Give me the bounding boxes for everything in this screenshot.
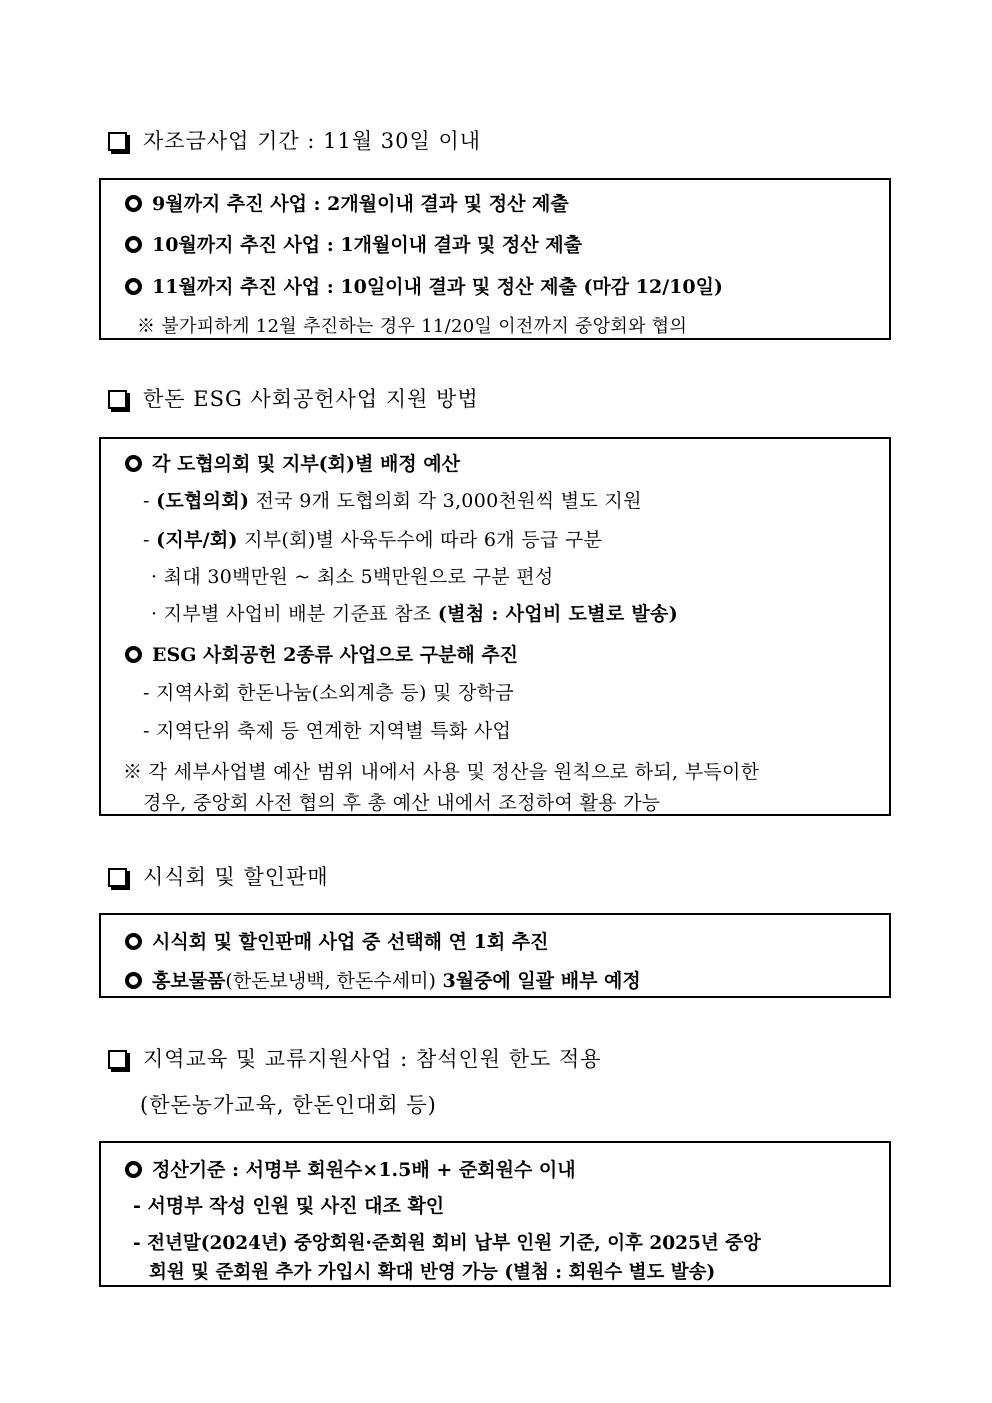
bullet-item (125, 232, 582, 258)
circle-bullet-icon (125, 646, 142, 663)
info-box-period (99, 178, 891, 340)
section-heading-esg (108, 385, 479, 413)
note-text: ※ 각 세부사업별 예산 범위 내에서 사용 및 정산을 원칙으로 하되, 부득이한 (123, 761, 760, 783)
item-detail: (한돈보냉백, 한돈수세미) (225, 970, 436, 992)
section-subheading: (한돈농가교육, 한돈인대회 등) (140, 1093, 437, 1117)
bullet-item (125, 274, 723, 300)
section-heading-self-aid-period (108, 127, 481, 155)
bullet-item (125, 1157, 576, 1183)
sub-item: - (도협의회) 전국 9개 도협의회 각 3,000천원씩 별도 지원 (143, 490, 642, 512)
info-box-education (99, 1141, 891, 1287)
attachment-note: (별첨 : 사업비 도별로 발송) (437, 603, 678, 625)
section-heading-tasting (108, 863, 329, 891)
item-text: 9월까지 추진 사업 : 2개월이내 결과 및 정산 제출 (152, 193, 569, 215)
bullet-item (125, 929, 549, 955)
info-box-esg (99, 437, 891, 816)
item-text: 각 도협의회 및 지부(회)별 배정 예산 (152, 453, 461, 475)
circle-bullet-icon (125, 933, 142, 950)
checkbox-square-icon (108, 390, 127, 409)
circle-bullet-icon (125, 1161, 142, 1178)
checkbox-square-icon (108, 868, 127, 887)
dot-item-text: · 지부별 사업비 배분 기준표 참조 (151, 603, 438, 625)
circle-bullet-icon (125, 195, 142, 212)
circle-bullet-icon (125, 455, 142, 472)
heading-text: 지역교육 및 교류지원사업 : 참석인원 한도 적용 (143, 1047, 602, 1071)
sub-item: - 전년말(2024년) 중앙회원·준회원 회비 납부 인원 기준, 이후 2025년 중앙 (133, 1233, 761, 1254)
sub-item-text: 전국 9개 도협의회 각 3,000천원씩 별도 지원 (249, 490, 642, 512)
dot-item (151, 601, 678, 627)
sub-item: - 지역단위 축제 등 연계한 지역별 특화 사업 (143, 720, 512, 742)
note-text: ※ 불가피하게 12월 추진하는 경우 11/20일 이전까지 중앙회와 협의 (137, 316, 688, 337)
item-text: ESG 사회공헌 2종류 사업으로 구분해 추진 (152, 644, 519, 666)
sub-item: - 지역사회 한돈나눔(소외계층 등) 및 장학금 (143, 682, 514, 704)
heading-text: 한돈 ESG 사회공헌사업 지원 방법 (143, 387, 479, 411)
circle-bullet-icon (125, 236, 142, 253)
sub-item-text: 지부(회)별 사육두수에 따라 6개 등급 구분 (237, 529, 603, 551)
bullet-item (125, 968, 641, 994)
heading-text: 자조금사업 기간 : 11월 30일 이내 (143, 129, 482, 153)
checkbox-square-icon (108, 1050, 127, 1069)
circle-bullet-icon (125, 972, 142, 989)
item-text: 시식회 및 할인판매 사업 중 선택해 연 1회 추진 (152, 931, 549, 953)
item-text: 10월까지 추진 사업 : 1개월이내 결과 및 정산 제출 (152, 234, 582, 256)
note-text: 경우, 중앙회 사전 협의 후 총 예산 내에서 조정하여 활용 가능 (143, 792, 661, 814)
circle-bullet-icon (125, 278, 142, 295)
item-text: 정산기준 : 서명부 회원수×1.5배 + 준회원수 이내 (152, 1159, 576, 1181)
section-heading-education (108, 1045, 602, 1073)
bullet-item (125, 191, 569, 217)
heading-text: 시식회 및 할인판매 (143, 865, 329, 889)
checkbox-square-icon (108, 132, 127, 151)
bullet-item (125, 642, 518, 668)
sub-item-label: (도협의회) (156, 490, 250, 512)
item-text: 홍보물품 (152, 970, 226, 992)
sub-item: - (지부/회) 지부(회)별 사육두수에 따라 6개 등급 구분 (143, 529, 603, 551)
item-text: 11월까지 추진 사업 : 10일이내 결과 및 정산 제출 (마감 12/10일) (152, 276, 723, 298)
sub-item: - 서명부 작성 인원 및 사진 대조 확인 (133, 1195, 445, 1217)
bullet-item (125, 451, 460, 477)
sub-item-label: (지부/회) (156, 529, 238, 551)
info-box-tasting (99, 913, 891, 998)
sub-item: 회원 및 준회원 추가 가입시 확대 반영 가능 (별첨 : 회원수 별도 발송) (149, 1262, 716, 1283)
item-text: 3월중에 일괄 배부 예정 (435, 970, 641, 992)
dot-item: · 최대 30백만원 ~ 최소 5백만원으로 구분 편성 (151, 566, 554, 588)
